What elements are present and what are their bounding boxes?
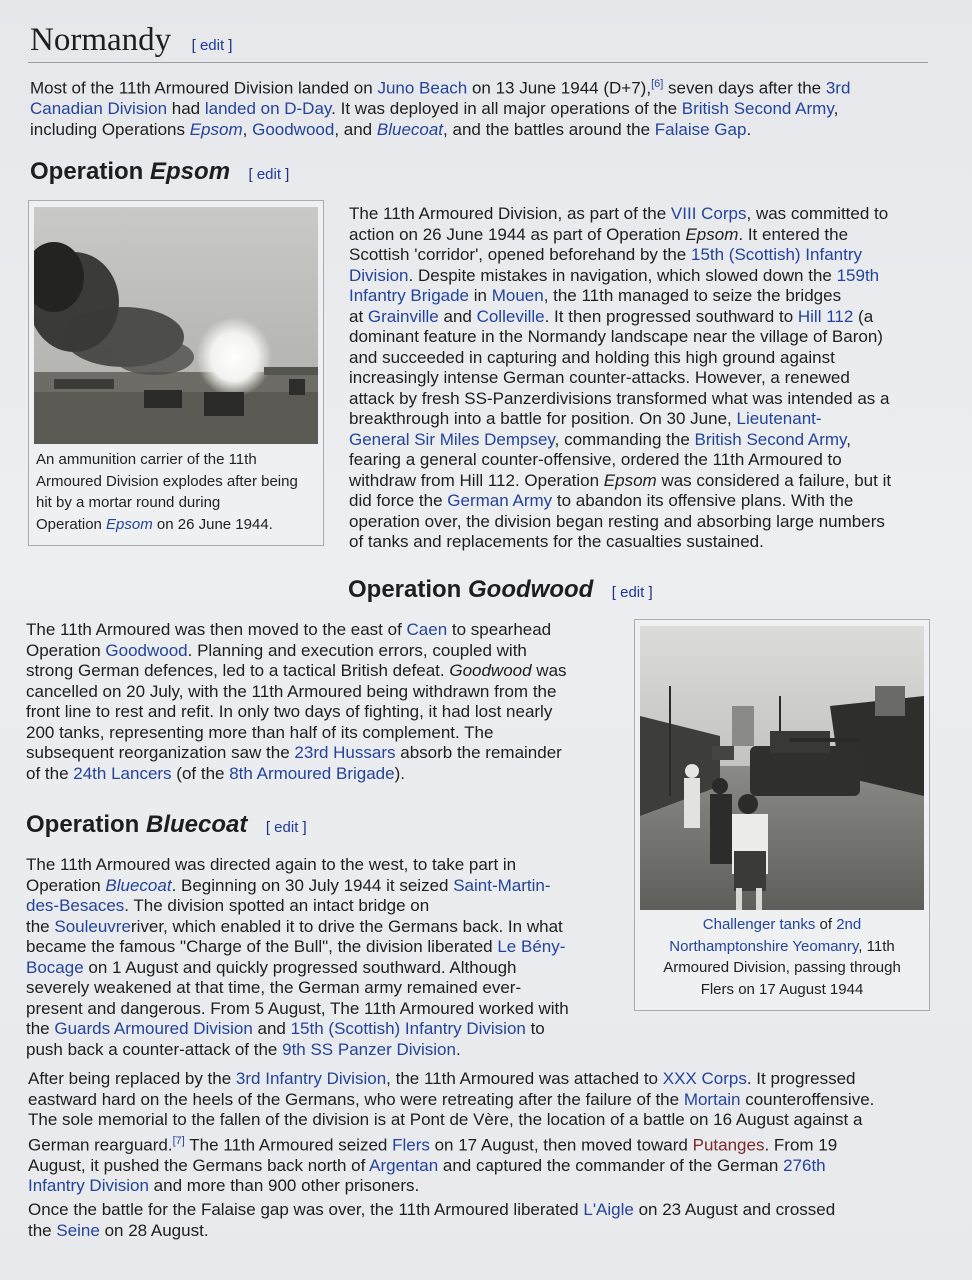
link-british-second-army[interactable]: British Second Army bbox=[681, 99, 834, 119]
text: including Operations bbox=[30, 119, 190, 139]
link-putanges[interactable]: Putanges bbox=[692, 1135, 765, 1155]
text: Epsom bbox=[150, 158, 231, 185]
edit-link-label[interactable]: edit bbox=[274, 819, 299, 836]
text: the bbox=[26, 1019, 55, 1038]
link-15th-scottish[interactable]: 15th (Scottish) Infantry bbox=[690, 245, 863, 264]
text: , bbox=[242, 119, 253, 139]
normandy-paragraph bbox=[30, 74, 930, 140]
text: severely weakened at that time, the German army remained ever- bbox=[26, 978, 522, 997]
bluecoat-paragraph-2 bbox=[28, 1069, 938, 1197]
text: , commanding the bbox=[554, 429, 695, 449]
text: of the bbox=[26, 763, 74, 783]
section-bluecoat-heading bbox=[26, 811, 307, 839]
text: and succeeded in capturing and holding this high ground against bbox=[349, 347, 835, 367]
link-3rd-canadian-division-2[interactable]: Canadian Division bbox=[30, 99, 168, 119]
text: in bbox=[469, 286, 492, 305]
link-british-second-army-2[interactable]: British Second Army bbox=[694, 429, 847, 449]
text: operation over, the division began resting and absorbing large numbers bbox=[349, 511, 885, 531]
link-saint-martin[interactable]: Saint-Martin- bbox=[453, 875, 551, 895]
text: , the 11th managed to seize the bridges bbox=[543, 286, 842, 305]
link-bluecoat[interactable]: Bluecoat bbox=[376, 119, 444, 139]
section-normandy-heading bbox=[30, 22, 232, 59]
link-grainville[interactable]: Grainville bbox=[367, 306, 439, 326]
link-viii-corps[interactable]: VIII Corps bbox=[670, 204, 747, 223]
text: and bbox=[438, 306, 477, 326]
text: German rearguard. bbox=[28, 1135, 173, 1155]
link-159th-2[interactable]: Infantry Brigade bbox=[349, 286, 470, 305]
link-epsom-caption[interactable]: Epsom bbox=[106, 515, 153, 533]
text: on 28 August. bbox=[99, 1220, 209, 1240]
text: Once the battle for the Falaise gap was over, the 11th Armoured liberated bbox=[28, 1200, 584, 1219]
text: and captured the commander of the German bbox=[438, 1155, 784, 1175]
text: present and dangerous. From 5 August, The 11th Armoured worked with bbox=[26, 998, 569, 1018]
bluecoat-paragraph bbox=[26, 855, 626, 1060]
text: the bbox=[28, 1220, 57, 1240]
text: did force the bbox=[349, 491, 448, 510]
text: , the 11th Armoured was attached to bbox=[386, 1069, 663, 1088]
text: on 23 August and crossed bbox=[633, 1200, 836, 1219]
bluecoat-paragraph-3 bbox=[28, 1200, 938, 1241]
text: , and the battles around the bbox=[443, 119, 655, 139]
text: The 11th Armoured was directed again to the west, to take part in bbox=[26, 855, 517, 874]
link-276th[interactable]: 276th bbox=[783, 1155, 826, 1175]
edit-link-label[interactable]: edit bbox=[256, 166, 282, 183]
text: increasingly intense German counter-attacks. However, a renewed bbox=[349, 368, 850, 387]
link-falaise-gap[interactable]: Falaise Gap bbox=[654, 119, 747, 139]
text: seven days after the bbox=[663, 78, 826, 98]
text: was considered a failure, but it bbox=[656, 470, 892, 490]
text: absorb the remainder bbox=[395, 743, 562, 762]
link-epsom[interactable]: Epsom bbox=[189, 119, 243, 139]
text: . Planning and execution errors, coupled with bbox=[187, 640, 527, 660]
text: Operation bbox=[26, 640, 106, 660]
link-276th-2[interactable]: Infantry Division bbox=[28, 1176, 149, 1196]
edit-link-label[interactable]: edit bbox=[199, 37, 225, 54]
text: The 11th Armoured seized bbox=[184, 1135, 393, 1155]
text: became the famous "Charge of the Bull", the division liberated bbox=[26, 937, 498, 956]
text: push back a counter-attack of the bbox=[26, 1039, 283, 1059]
text: Goodwood bbox=[449, 661, 532, 680]
link-24th-lancers[interactable]: 24th Lancers bbox=[73, 763, 172, 783]
text: . Despite mistakes in navigation, which slowed down the bbox=[408, 265, 837, 285]
link-15th-scottish-3[interactable]: 15th (Scottish) Infantry Division bbox=[290, 1019, 526, 1038]
link-souleuvre[interactable]: Souleuvre bbox=[54, 916, 131, 936]
link-flers[interactable]: Flers bbox=[392, 1135, 430, 1155]
page-title: Normandy bbox=[30, 22, 172, 58]
text: . It then progressed southward to bbox=[544, 306, 798, 326]
text: Flers on 17 August 1944 bbox=[700, 980, 864, 998]
text: of tanks and replacements for the casualties sustained. bbox=[349, 532, 764, 551]
link-le-beny-bocage-2[interactable]: Bocage bbox=[26, 957, 84, 977]
goodwood-paragraph bbox=[26, 620, 626, 784]
text: Operation bbox=[348, 576, 469, 603]
text: Armoured Division explodes after being bbox=[36, 472, 298, 490]
edit-link-goodwood[interactable]: [ edit ] bbox=[611, 584, 653, 601]
edit-link-epsom[interactable]: [ edit ] bbox=[248, 166, 290, 183]
section-title-epsom bbox=[30, 158, 230, 185]
link-2nd[interactable]: 2nd bbox=[836, 916, 862, 933]
text: on 13 June 1944 (D+7), bbox=[467, 78, 652, 98]
text: of bbox=[815, 916, 837, 933]
text: on 26 June 1944. bbox=[152, 515, 273, 533]
link-challenger-tanks[interactable]: Challenger tanks bbox=[702, 916, 816, 933]
section-epsom-heading bbox=[30, 158, 289, 186]
link-colleville[interactable]: Colleville bbox=[476, 306, 545, 326]
text: Goodwood bbox=[468, 576, 594, 603]
text: Most of the 11th Armoured Division landed on bbox=[30, 78, 378, 98]
link-bluecoat-2[interactable]: Bluecoat bbox=[105, 875, 172, 895]
link-mouen[interactable]: Mouen bbox=[491, 286, 544, 305]
flers-photo-image bbox=[640, 626, 924, 910]
text: , was committed to bbox=[746, 204, 889, 223]
link-goodwood[interactable]: Goodwood bbox=[252, 119, 335, 139]
text: , and bbox=[334, 119, 377, 139]
flers-caption bbox=[635, 914, 929, 1000]
link-9th-ss-panzer[interactable]: 9th SS Panzer Division bbox=[282, 1039, 456, 1059]
text: dominant feature in the Normandy landscape near the village of Baron) bbox=[349, 327, 883, 346]
text: at bbox=[349, 306, 368, 326]
text: Epsom bbox=[685, 224, 739, 244]
flers-photo[interactable] bbox=[640, 626, 924, 910]
link-laigle[interactable]: L'Aigle bbox=[583, 1200, 634, 1219]
text: to spearhead bbox=[447, 620, 552, 639]
link-xxx-corps[interactable]: XXX Corps bbox=[662, 1069, 747, 1088]
text: fearing a general counter-offensive, ordered the 11th Armoured to bbox=[349, 450, 842, 469]
link-8th-armoured-brigade[interactable]: 8th Armoured Brigade bbox=[229, 763, 395, 783]
section-title-goodwood bbox=[348, 576, 593, 603]
link-d-day[interactable]: landed on D-Day bbox=[204, 99, 332, 119]
text: August, it pushed the Germans back north of bbox=[28, 1155, 370, 1175]
link-3rd-infantry-division[interactable]: 3rd Infantry Division bbox=[235, 1069, 387, 1088]
text: Scottish 'corridor', opened beforehand by the bbox=[349, 245, 691, 264]
text: . bbox=[455, 1039, 461, 1059]
text: , bbox=[833, 99, 839, 119]
link-saint-martin-2[interactable]: des-Besaces bbox=[26, 896, 125, 915]
text: The sole memorial to the fallen of the division is at Pont de Vère, the location of a battle on 16 August against a bbox=[28, 1110, 863, 1129]
text: Bluecoat bbox=[146, 811, 248, 838]
text: subsequent reorganization saw the bbox=[26, 743, 295, 762]
epsom-photo[interactable] bbox=[34, 207, 318, 444]
link-lieutenant-general[interactable]: Lieutenant- bbox=[736, 409, 822, 428]
epsom-paragraph bbox=[349, 204, 939, 553]
text: on 1 August and quickly progressed southward. Although bbox=[83, 957, 517, 977]
text: . bbox=[746, 119, 752, 139]
text: Operation bbox=[36, 515, 107, 533]
section-goodwood-heading bbox=[348, 576, 653, 604]
epsom-figure bbox=[28, 200, 324, 546]
text: (a bbox=[853, 306, 874, 326]
text: Epsom bbox=[603, 470, 657, 490]
text: An ammunition carrier of the 11th bbox=[36, 451, 257, 468]
link-le-beny-bocage[interactable]: Le Bény- bbox=[497, 937, 566, 956]
link-goodwood-2[interactable]: Goodwood bbox=[105, 640, 188, 660]
text: hit by a mortar round during bbox=[36, 494, 221, 511]
text: (of the bbox=[171, 763, 230, 783]
text: Operation bbox=[30, 158, 151, 185]
text: counteroffensive. bbox=[740, 1089, 875, 1109]
text: , bbox=[846, 429, 852, 449]
text: Operation bbox=[26, 811, 147, 838]
text: and bbox=[252, 1019, 291, 1038]
text: . It progressed bbox=[746, 1069, 856, 1088]
text: The 11th Armoured was then moved to the east of bbox=[26, 620, 407, 639]
epsom-photo-image bbox=[34, 207, 318, 444]
link-23rd-hussars[interactable]: 23rd Hussars bbox=[294, 743, 396, 762]
text: on 17 August, then moved toward bbox=[429, 1135, 693, 1155]
link-northamptonshire-yeomanry[interactable]: Northamptonshire Yeomanry bbox=[669, 937, 859, 955]
section-title-bluecoat bbox=[26, 811, 247, 838]
link-caen[interactable]: Caen bbox=[406, 620, 448, 639]
text: . It entered the bbox=[738, 224, 849, 244]
text: . Beginning on 30 July 1944 it seized bbox=[171, 875, 454, 895]
text: 200 tanks, representing more than half of its complement. The bbox=[26, 722, 494, 742]
text: cancelled on 20 July, with the 11th Armoured being withdrawn from the bbox=[26, 681, 557, 701]
citation-7[interactable]: [7] bbox=[172, 1134, 185, 1147]
link-german-army[interactable]: German Army bbox=[447, 491, 553, 510]
link-15th-scottish-2[interactable]: Division bbox=[349, 265, 409, 285]
link-dempsey[interactable]: General Sir Miles Dempsey bbox=[349, 429, 555, 449]
text: . From 19 bbox=[764, 1135, 838, 1155]
edit-link-normandy[interactable]: [ edit ] bbox=[191, 37, 233, 54]
link-guards-armoured[interactable]: Guards Armoured Division bbox=[54, 1019, 253, 1038]
text: had bbox=[167, 99, 205, 119]
text: the bbox=[26, 916, 55, 936]
text: Operation bbox=[26, 875, 106, 895]
text: was bbox=[531, 661, 567, 680]
link-159th[interactable]: 159th bbox=[836, 265, 880, 285]
text: to abandon its offensive plans. With the bbox=[552, 491, 854, 510]
heading-rule bbox=[28, 62, 928, 63]
text: . It was deployed in all major operations of the bbox=[331, 99, 682, 119]
text: After being replaced by the bbox=[28, 1069, 236, 1088]
text: The 11th Armoured Division, as part of the bbox=[349, 204, 671, 223]
text: action on 26 June 1944 as part of Operation bbox=[349, 224, 686, 244]
text: , 11th bbox=[858, 937, 895, 955]
link-mortain[interactable]: Mortain bbox=[683, 1089, 741, 1109]
text: ). bbox=[394, 763, 405, 783]
link-3rd-canadian-division[interactable]: 3rd bbox=[825, 78, 851, 98]
link-argentan[interactable]: Argentan bbox=[369, 1155, 439, 1175]
link-juno-beach[interactable]: Juno Beach bbox=[377, 78, 468, 98]
text: Armoured Division, passing through bbox=[663, 959, 901, 976]
goodwood-figure bbox=[634, 619, 930, 1011]
edit-link-label[interactable]: edit bbox=[620, 584, 645, 601]
text: withdraw from Hill 112. Operation bbox=[349, 470, 604, 490]
text: and more than 900 other prisoners. bbox=[148, 1176, 420, 1196]
text: breakthrough into a battle for position. On 30 June, bbox=[349, 409, 737, 428]
link-seine[interactable]: Seine bbox=[56, 1220, 100, 1240]
epsom-caption bbox=[36, 449, 320, 535]
text: attack by fresh SS-Panzerdivisions transformed what was intended as a bbox=[349, 388, 890, 408]
text: eastward hard on the heels of the Germans, who were retreating after the failure of the bbox=[28, 1089, 684, 1109]
text: to bbox=[525, 1019, 545, 1038]
text: front line to rest and refit. In only two days of fighting, it had lost nearly bbox=[26, 702, 553, 721]
text: river, which enabled it to drive the Germans back. In what bbox=[130, 916, 563, 936]
edit-link-bluecoat[interactable]: [ edit ] bbox=[265, 819, 307, 836]
link-hill-112[interactable]: Hill 112 bbox=[797, 306, 854, 326]
text: strong German defences, led to a tactical British defeat. bbox=[26, 661, 450, 680]
text: . The division spotted an intact bridge on bbox=[124, 896, 430, 915]
citation-6[interactable]: [6] bbox=[651, 78, 664, 90]
